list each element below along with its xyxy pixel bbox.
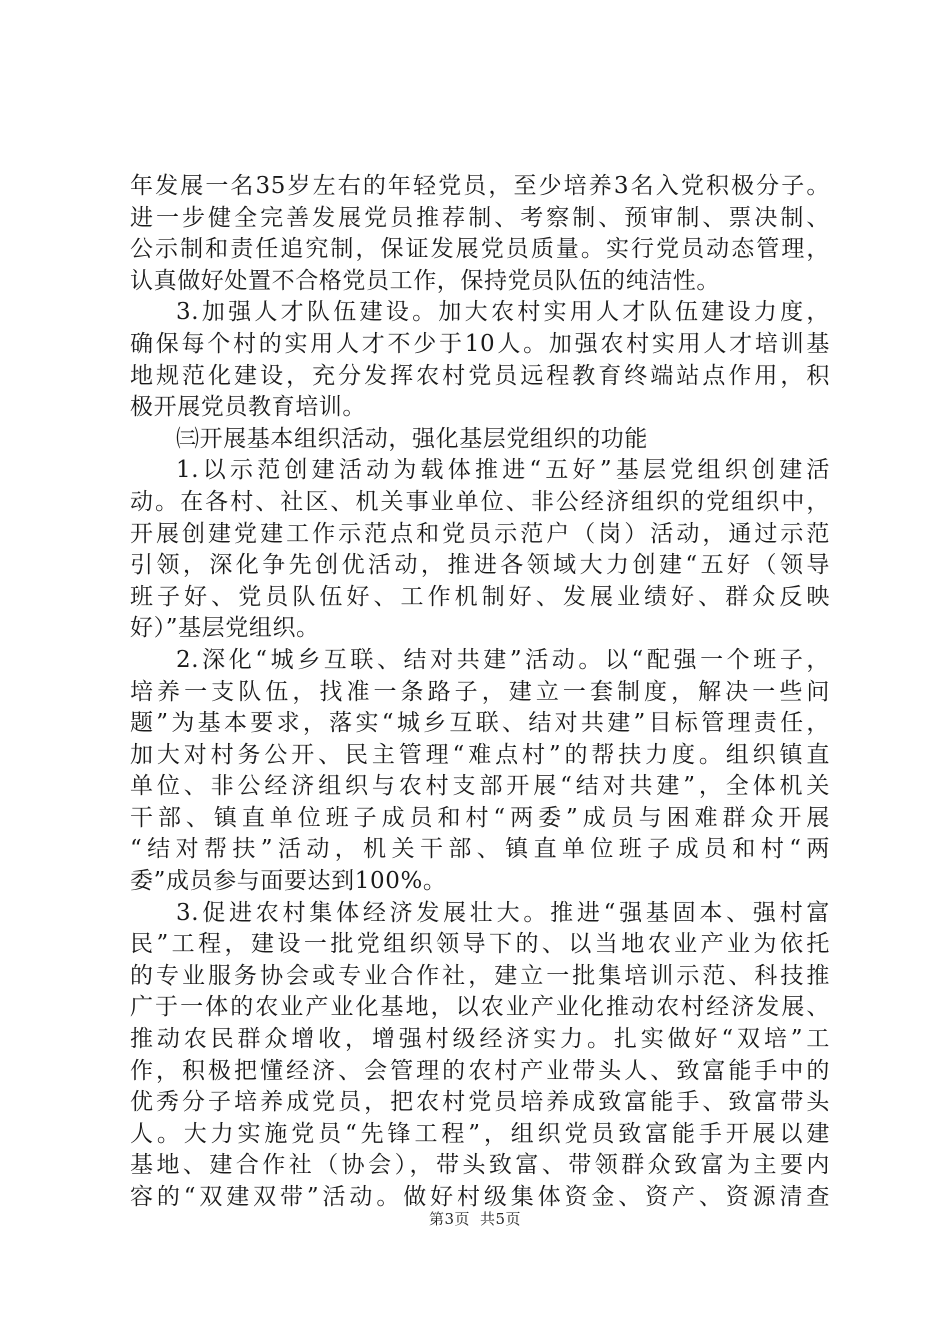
document-body — [130, 171, 830, 1214]
text-line: 的专业服务协会或专业合作社，建立一批集培训示范、科技推 — [130, 962, 830, 989]
text-line: 公示制和责任追究制，保证发展党员质量。实行党员动态管理， — [130, 236, 830, 263]
section-heading: ㈢开展基本组织活动，强化基层党组织的功能 — [176, 425, 648, 452]
text-line: 优秀分子培养成党员，把农村党员培养成致富能手、致富带头 — [130, 1089, 830, 1116]
text-line: 推动农民群众增收，增强村级经济实力。扎实做好“双培”工 — [130, 1026, 830, 1053]
text-line: 好）”基层党组织。 — [130, 615, 320, 642]
text-line: 班子好、党员队伍好、工作机制好、发展业绩好、群众反映 — [130, 583, 830, 610]
text-line: 广于一体的农业产业化基地，以农业产业化推动农村经济发展、 — [130, 994, 830, 1021]
page-footer — [0, 1208, 950, 1229]
text-line: 加大对村务公开、民主管理“难点村”的帮扶力度。组织镇直 — [130, 741, 830, 768]
text-line: 单位、非公经济组织与农村支部开展“结对共建”，全体机关 — [130, 773, 830, 800]
text-line: 进一步健全完善发展党员推荐制、考察制、预审制、票决制、 — [130, 204, 830, 231]
text-line: “结对帮扶”活动，机关干部、镇直单位班子成员和村“两 — [130, 836, 830, 863]
text-line: 民”工程，建设一批党组织领导下的、以当地农业产业为依托 — [130, 931, 830, 958]
text-line: 动。在各村、社区、机关事业单位、非公经济组织的党组织中， — [130, 488, 830, 515]
text-line: 3.加强人才队伍建设。加大农村实用人才队伍建设力度， — [176, 299, 830, 326]
page-total: 共5页 — [480, 1210, 522, 1228]
text-line: 1.以示范创建活动为载体推进“五好”基层党组织创建活 — [176, 457, 830, 484]
text-line: 容的“双建双带”活动。做好村级集体资金、资产、资源清查 — [130, 1184, 830, 1210]
text-line: 确保每个村的实用人才不少于10人。加强农村实用人才培训基 — [130, 330, 830, 357]
text-line: 年发展一名35岁左右的年轻党员，至少培养3名入党积极分子。 — [130, 173, 830, 199]
text-line: 3.促进农村集体经济发展壮大。推进“强基固本、强村富 — [176, 899, 830, 926]
text-line: 题”为基本要求，落实“城乡互联、结对共建”目标管理责任， — [130, 710, 830, 737]
text-line: 地规范化建设，充分发挥农村党员远程教育终端站点作用，积 — [130, 362, 830, 389]
text-line: 引领，深化争先创优活动，推进各领域大力创建“五好（领导 — [130, 552, 830, 579]
text-line: 2.深化“城乡互联、结对共建”活动。以“配强一个班子， — [176, 646, 830, 673]
text-line: 委”成员参与面要达到100%。 — [130, 868, 447, 895]
text-line: 干部、镇直单位班子成员和村“两委”成员与困难群众开展 — [130, 804, 830, 831]
text-line: 开展创建党建工作示范点和党员示范户（岗）活动，通过示范 — [130, 520, 830, 547]
text-line: 基地、建合作社（协会），带头致富、带领群众致富为主要内 — [130, 1152, 830, 1179]
page-number: 第3页 — [428, 1210, 470, 1228]
text-line: 认真做好处置不合格党员工作，保持党员队伍的纯洁性。 — [130, 267, 720, 294]
text-line: 作，积极把懂经济、会管理的农村产业带头人、致富能手中的 — [130, 1057, 830, 1084]
text-line: 培养一支队伍，找准一条路子，建立一套制度，解决一些问 — [130, 678, 830, 705]
text-line: 人。大力实施党员“先锋工程”，组织党员致富能手开展以建 — [130, 1120, 830, 1147]
text-line: 极开展党员教育培训。 — [130, 394, 366, 421]
